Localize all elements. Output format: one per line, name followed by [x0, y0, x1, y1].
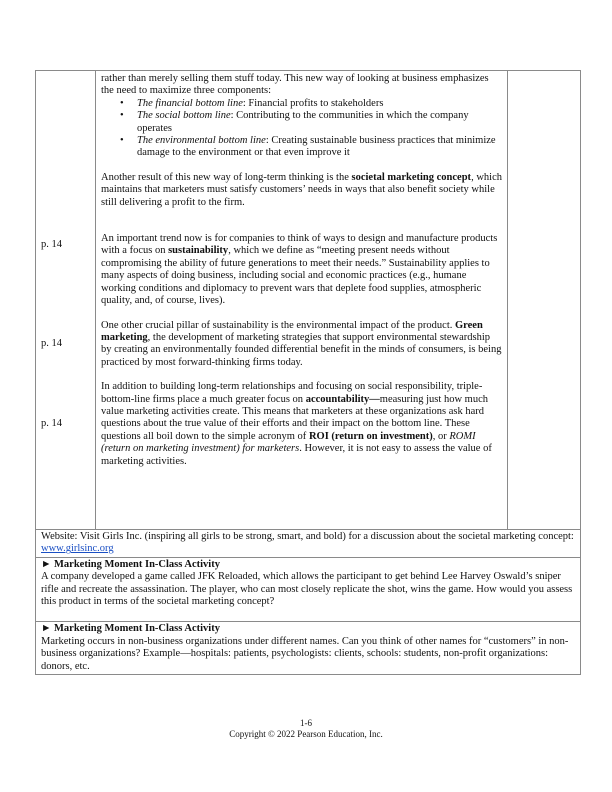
outline-row [36, 71, 581, 530]
copyright-notice: Copyright © 2022 Pearson Education, Inc. [229, 729, 383, 739]
bullet-term: The social bottom line [137, 110, 231, 122]
key-term: accountability— [305, 393, 380, 405]
bullet-text: : Contributing to the communities in which the company operates [137, 110, 469, 134]
notes-column [508, 71, 581, 530]
societal-marketing-paragraph [101, 172, 502, 209]
lecture-outline-table [35, 70, 581, 675]
bullet-text: : Creating sustainable business practices that minimize damage to the environment or that even improve it [137, 135, 496, 159]
roi-term: ROI (return on investment) [308, 430, 433, 442]
bullet-text: : Financial profits to stakeholders [242, 97, 384, 109]
activity-row [36, 557, 581, 622]
sustainability-paragraph [101, 233, 502, 307]
bullet-social [137, 110, 502, 135]
website-cell [36, 530, 581, 558]
paragraph-text: One other crucial pillar of sustainability is the environmental impact of the product. [101, 319, 455, 331]
page-reference-column [36, 71, 96, 530]
bullet-term: The financial bottom line [137, 97, 243, 109]
activity-cell-jfk-reloaded [36, 557, 581, 622]
paragraph-text: An important trend now is for companies to think of ways to design and manufacture products with a focus on [101, 233, 498, 257]
paragraph-text: measuring just how much value marketing activities create. This means that marketers at these organizations ask hard questions about the true value of their efforts and their impact on the bottom line. These questions all boil down to the simple acronym of [101, 393, 488, 442]
bullet-environmental [137, 135, 502, 160]
outline-content-column [96, 71, 508, 530]
activity-title: ► Marketing Moment In-Class Activity [41, 623, 220, 635]
page-number: 1-6 [300, 718, 312, 728]
paragraph-text: , which we define as “meeting present needs without compromising the ability of future generations to meet their needs.” Sustainability applies to many aspects of doing business, including social and economic practices (e.g., humane working conditions and diplomacy to prevent wars that deplete food supplies, atmospheric quality, and, of course, lives). [101, 245, 490, 307]
intro-paragraph: rather than merely selling them stuff today. This new way of looking at business emphasizes the need to maximize three components: [101, 73, 489, 97]
romi-term: ROMI (return on marketing investment) for marketers [101, 430, 476, 455]
paragraph-text: In addition to building long-term relationships and focusing on social responsibility, triple-bottom-line firms place a much greater focus on [101, 381, 483, 405]
activity-cell-non-business [36, 622, 581, 675]
girlsinc-link[interactable]: www.girlsinc.org [41, 543, 114, 555]
paragraph-text: , which maintains that marketers must satisfy customers’ needs in ways that also benefit society while still delivering a profit to the firm. [101, 171, 502, 208]
activity-body: A company developed a game called JFK Reloaded, which allows the participant to get behind Lee Harvey Oswald’s sniper rifle and recreate the assassination. The player, who can most closely replicate the shot, wins the game. How would you assess this product in terms of the societal marketing concept? [41, 571, 573, 608]
accountability-paragraph [101, 381, 502, 468]
website-row [36, 530, 581, 558]
activity-row [36, 622, 581, 675]
paragraph-text: . However, it is not easy to assess the value of marketing activities. [101, 443, 492, 467]
paragraph-text: Another result of this new way of long-term thinking is the [101, 171, 352, 183]
key-term: Green marketing [101, 319, 483, 343]
page-ref-green-marketing: p. 14 [41, 338, 62, 349]
paragraph-text: , or [432, 430, 450, 442]
triple-bottom-line-list [101, 98, 502, 160]
page-ref-sustainability: p. 14 [41, 239, 62, 250]
paragraph-text: , the development of marketing strategies that support environmental stewardship by creating an environmentally founded differential benefit in the minds of consumers, is being practiced by most forward-thinking firms today. [101, 331, 502, 368]
page-footer [0, 718, 612, 740]
activity-body: Marketing occurs in non-business organizations under different names. Can you think of other names for “customers” in non-business organizations? Example—hospitals: patients, psychologists: clients, schools: students, non-profit organizations: donors, etc. [41, 635, 569, 672]
key-term: societal marketing concept [351, 171, 472, 183]
bullet-term: The environmental bottom line [137, 135, 266, 147]
green-marketing-paragraph [101, 320, 502, 370]
activity-title: ► Marketing Moment In-Class Activity [41, 558, 220, 570]
page-ref-accountability: p. 14 [41, 418, 62, 429]
key-term: sustainability [168, 245, 229, 257]
bullet-financial [137, 98, 502, 110]
website-text: Website: Visit Girls Inc. (inspiring all girls to be strong, smart, and bold) for a discussion about the societal marketing concept: [41, 531, 574, 542]
